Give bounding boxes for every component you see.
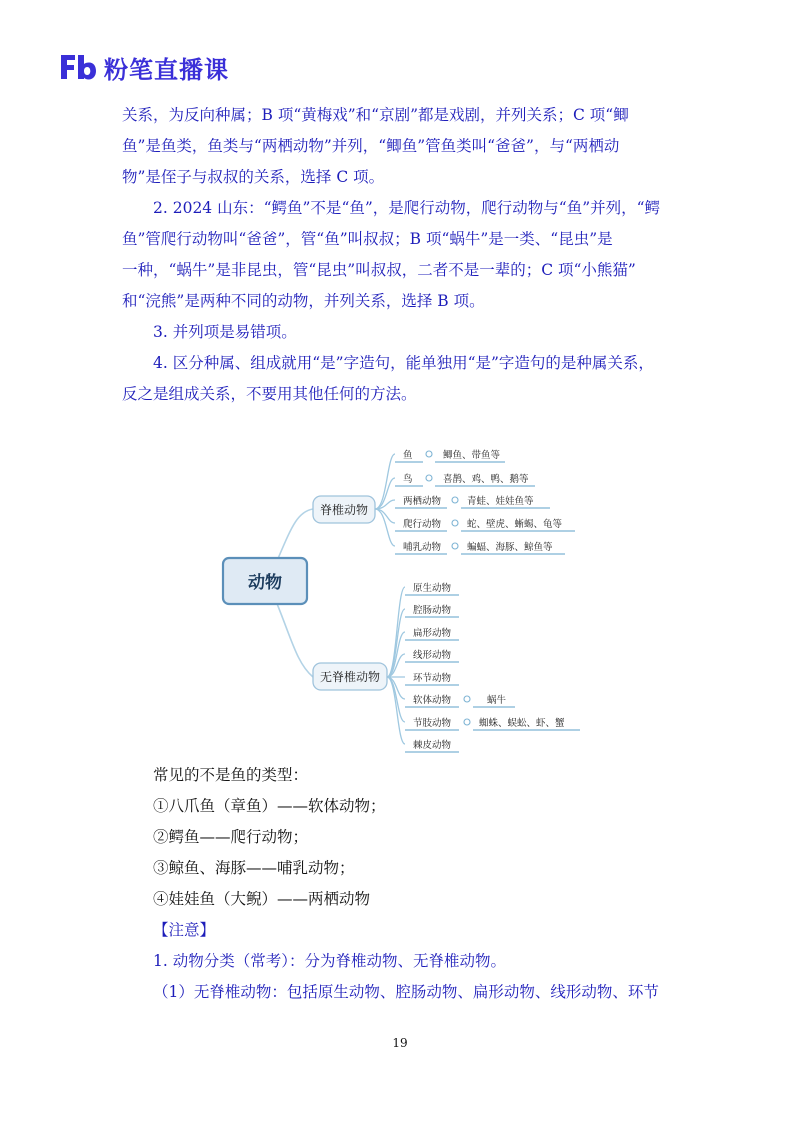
list-item: ②鳄鱼——爬行动物； xyxy=(153,828,309,846)
mindmap-note: 蝙蝠、海豚、鲸鱼等 xyxy=(467,542,553,553)
paragraph-line: 4. 区分种属、组成就用“是”字造句，能单独用“是”字造句的是种属关系， xyxy=(153,354,654,372)
list-item: ④娃娃鱼（大鲵）——两栖动物 xyxy=(153,890,371,908)
connector-dot xyxy=(452,520,458,526)
mindmap-leaf: 腔肠动物 xyxy=(413,605,452,616)
brand-logo xyxy=(58,50,229,84)
mindmap-leaf: 节肢动物 xyxy=(413,718,452,729)
paragraph-2 xyxy=(122,193,682,317)
mindmap-leaf: 哺乳动物 xyxy=(403,542,442,553)
brand-name: 粉笔直播课 xyxy=(104,55,229,84)
mindmap-note: 蜘蛛、蜈蚣、虾、蟹 xyxy=(479,718,565,729)
connector-dot xyxy=(426,451,432,457)
mindmap-leaf: 原生动物 xyxy=(413,583,452,594)
mindmap-branch-label: 无脊椎动物 xyxy=(319,670,381,684)
mindmap-leaf: 环节动物 xyxy=(413,673,452,684)
paragraph-line: 鱼”管爬行动物叫“爸爸”，管“鱼”叫叔叔；B 项“蜗牛”是一类、“昆虫”是 xyxy=(122,230,613,248)
list-item: ①八爪鱼（章鱼）——软体动物； xyxy=(153,797,386,815)
paragraph-line: 反之是组成关系，不要用其他任何的方法。 xyxy=(122,385,417,403)
mindmap-note: 蛇、壁虎、蜥蜴、龟等 xyxy=(467,519,563,530)
mindmap-note: 喜鹊、鸡、鸭、鹅等 xyxy=(443,474,529,485)
paragraph-4 xyxy=(122,348,682,410)
mindmap-leaf: 爬行动物 xyxy=(403,519,442,530)
mindmap-branch-label: 脊椎动物 xyxy=(319,503,369,517)
mindmap-leaf: 鸟 xyxy=(403,474,413,485)
connector-dot xyxy=(452,543,458,549)
mindmap-note: 鲫鱼、带鱼等 xyxy=(443,450,501,461)
paragraph-line: 关系，为反向种属；B 项“黄梅戏”和“京剧”都是戏剧，并列关系；C 项“鲫 xyxy=(122,106,629,124)
connector-dot xyxy=(464,696,470,702)
paragraph-line: 3. 并列项是易错项。 xyxy=(153,323,297,341)
list-title: 常见的不是鱼的类型： xyxy=(153,766,309,784)
mindmap-leaf: 鱼 xyxy=(403,450,413,461)
mindmap-leaf: 扁形动物 xyxy=(413,628,452,639)
paragraph-1 xyxy=(122,100,682,193)
paragraph-line: 一种，“蜗牛”是非昆虫，管“昆虫”叫叔叔，二者不是一辈的；C 项“小熊猫” xyxy=(122,261,636,279)
connector-dot xyxy=(426,475,432,481)
not-fish-list xyxy=(122,760,682,915)
mindmap-note: 青蛙、娃娃鱼等 xyxy=(467,496,534,507)
mindmap-leaf: 两栖动物 xyxy=(403,496,442,507)
mindmap-note: 蜗牛 xyxy=(487,695,507,706)
paragraph-line: 和“浣熊”是两种不同的动物，并列关系，选择 B 项。 xyxy=(122,292,485,310)
paragraph-3 xyxy=(122,317,682,348)
mindmap-leaf: 线形动物 xyxy=(413,650,452,661)
mindmap-leaf: 棘皮动物 xyxy=(413,740,452,751)
mindmap-leaf: 软体动物 xyxy=(413,695,452,706)
animal-classification-mindmap xyxy=(215,432,595,762)
page-number: 19 xyxy=(392,1036,408,1050)
note-section xyxy=(122,915,682,1008)
paragraph-line: 鱼”是鱼类，鱼类与“两栖动物”并列，“鲫鱼”管鱼类叫“爸爸”，与“两栖动 xyxy=(122,137,620,155)
paragraph-line: 物”是侄子与叔叔的关系，选择 C 项。 xyxy=(122,168,385,186)
mindmap-root-label: 动物 xyxy=(248,573,282,593)
note-line: （1）无脊椎动物：包括原生动物、腔肠动物、扁形动物、线形动物、环节 xyxy=(153,983,659,1001)
note-line: 1. 动物分类（常考）：分为脊椎动物、无脊椎动物。 xyxy=(153,952,506,970)
fenbi-fb-logo-icon xyxy=(58,51,98,83)
note-title: 【注意】 xyxy=(153,921,216,939)
connector-dot xyxy=(464,719,470,725)
list-item: ③鲸鱼、海豚——哺乳动物； xyxy=(153,859,355,877)
paragraph-line: 2. 2024 山东：“鳄鱼”不是“鱼”，是爬行动物，爬行动物与“鱼”并列，“鳄 xyxy=(153,199,661,217)
connector-dot xyxy=(452,497,458,503)
